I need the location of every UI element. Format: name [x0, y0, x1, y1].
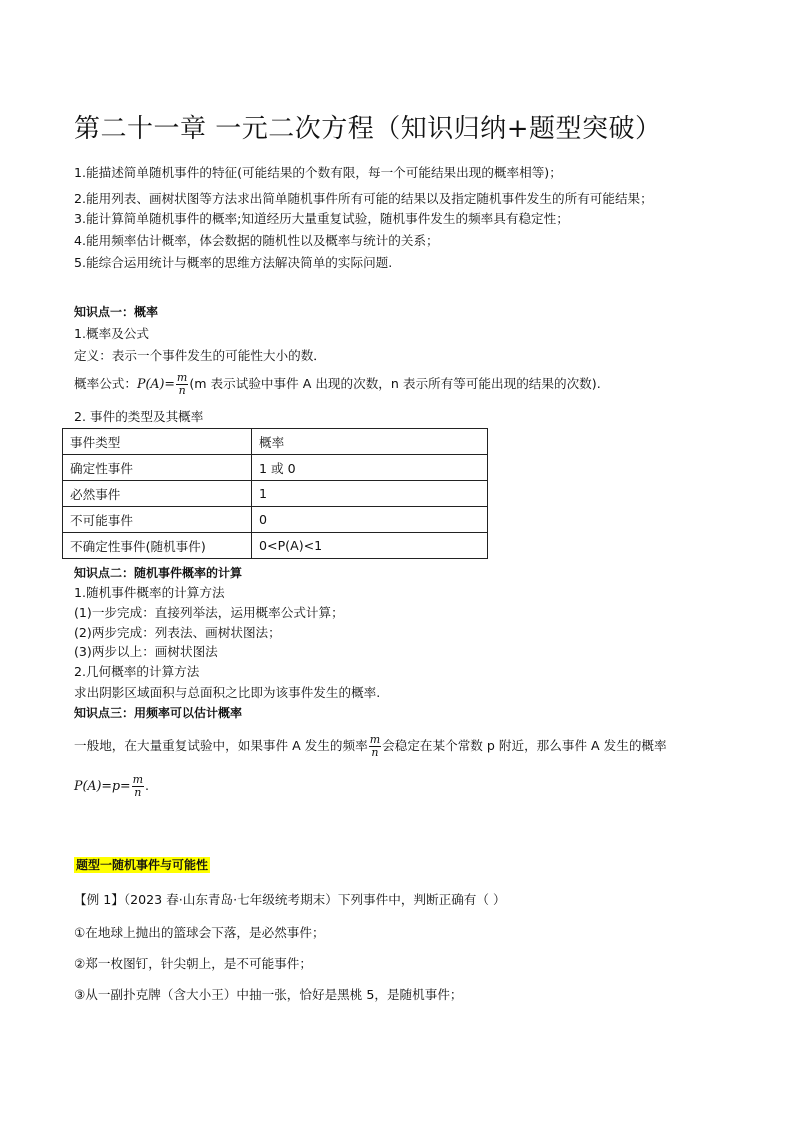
table-row: [63, 455, 488, 481]
p-equation-prefix: P(A)=p=: [74, 778, 131, 793]
knowledge-2-line: (1)一步完成：直接列举法，运用概率公式计算；: [74, 605, 344, 620]
type-1-heading-row: [74, 856, 210, 874]
knowledge-2-line: (3)两步以上：画树状图法: [74, 644, 218, 659]
knowledge-1-heading: 知识点一：概率: [74, 305, 159, 319]
objective-5: 5.能综合运用统计与概率的思维方法解决简单的实际问题.: [74, 255, 393, 270]
table-header-cell: 事件类型: [63, 429, 252, 455]
table-cell: 0<P(A)<1: [252, 533, 488, 559]
example-1-item: ③从一副扑克牌（含大小王）中抽一张，恰好是黑桃 5，是随机事件；: [74, 987, 463, 1002]
event-type-table: [62, 428, 488, 559]
table-cell: 必然事件: [63, 481, 252, 507]
frequency-estimate-text: [74, 734, 667, 759]
formula-rest: (m 表示试验中事件 A 出现的次数，n 表示所有等可能出现的结果的次数).: [189, 376, 601, 391]
knowledge-2-line: 求出阴影区域面积与总面积之比即为该事件发生的概率.: [74, 685, 381, 700]
example-1-stem: 【例 1】（2023 春·山东青岛·七年级统考期末）下列事件中，判断正确有（ ）: [74, 892, 506, 907]
fraction-denominator: n: [134, 786, 142, 799]
knowledge-1-sub1: 1.概率及公式: [74, 326, 149, 341]
knowledge-2-line: 1.随机事件概率的计算方法: [74, 585, 225, 600]
formula-prefix: 概率公式：: [74, 376, 137, 391]
formula-fraction: [176, 372, 188, 397]
fraction-denominator: n: [178, 384, 186, 397]
fraction-numerator: m: [176, 371, 188, 384]
table-cell: 确定性事件: [63, 455, 252, 481]
p-equation-fraction: [132, 774, 144, 799]
fraction-numerator: m: [369, 733, 381, 746]
frequency-text-before: 一般地，在大量重复试验中，如果事件 A 发生的频率: [74, 738, 368, 753]
fraction-numerator: m: [132, 773, 143, 786]
table-cell: 1: [252, 481, 488, 507]
table-cell: 不确定性事件(随机事件): [63, 533, 252, 559]
example-1-item: ①在地球上抛出的篮球会下落，是必然事件；: [74, 925, 325, 940]
formula-lhs: P(A)=: [136, 376, 175, 391]
knowledge-2-line: (2)两步完成：列表法、画树状图法；: [74, 625, 281, 640]
frequency-text-after: 会稳定在某个常数 p 附近，那么事件 A 发生的概率: [382, 738, 667, 753]
page-title: 第二十一章 一元二次方程（知识归纳+题型突破）: [74, 114, 662, 144]
knowledge-2-heading: 知识点二：随机事件概率的计算: [74, 566, 243, 580]
table-row: [63, 533, 488, 559]
table-cell: 1 或 0: [252, 455, 488, 481]
objective-3: 3.能计算简单随机事件的概率;知道经历大量重复试验，随机事件发生的频率具有稳定性；: [74, 211, 569, 226]
p-equation-suffix: .: [145, 778, 150, 793]
table-header-cell: 概率: [252, 429, 488, 455]
definition-text: 定义：表示一个事件发生的可能性大小的数．: [74, 348, 326, 363]
type-1-heading: 题型一随机事件与可能性: [76, 858, 209, 872]
knowledge-1-sub2: 2. 事件的类型及其概率: [74, 409, 204, 424]
table-header-row: [63, 429, 488, 455]
fraction-denominator: n: [371, 746, 379, 759]
table-cell: 不可能事件: [63, 507, 252, 533]
probability-equals-p: [74, 774, 149, 799]
table-row: [63, 481, 488, 507]
objective-2: 2.能用列表、画树状图等方法求出简单随机事件所有可能的结果以及指定随机事件发生的所有可能结果；: [74, 191, 653, 206]
frequency-fraction: [369, 734, 381, 759]
probability-formula: [74, 372, 601, 397]
knowledge-3-heading: 知识点三：用频率可以估计概率: [74, 706, 243, 720]
objective-1: 1.能描述简单随机事件的特征(可能结果的个数有限，每一个可能结果出现的概率相等)；: [74, 165, 562, 180]
knowledge-2-line: 2.几何概率的计算方法: [74, 664, 200, 679]
example-1-item: ②郑一枚图钉，针尖朝上，是不可能事件；: [74, 956, 312, 971]
objective-4: 4.能用频率估计概率，体会数据的随机性以及概率与统计的关系；: [74, 233, 439, 248]
table-row: [63, 507, 488, 533]
table-cell: 0: [252, 507, 488, 533]
